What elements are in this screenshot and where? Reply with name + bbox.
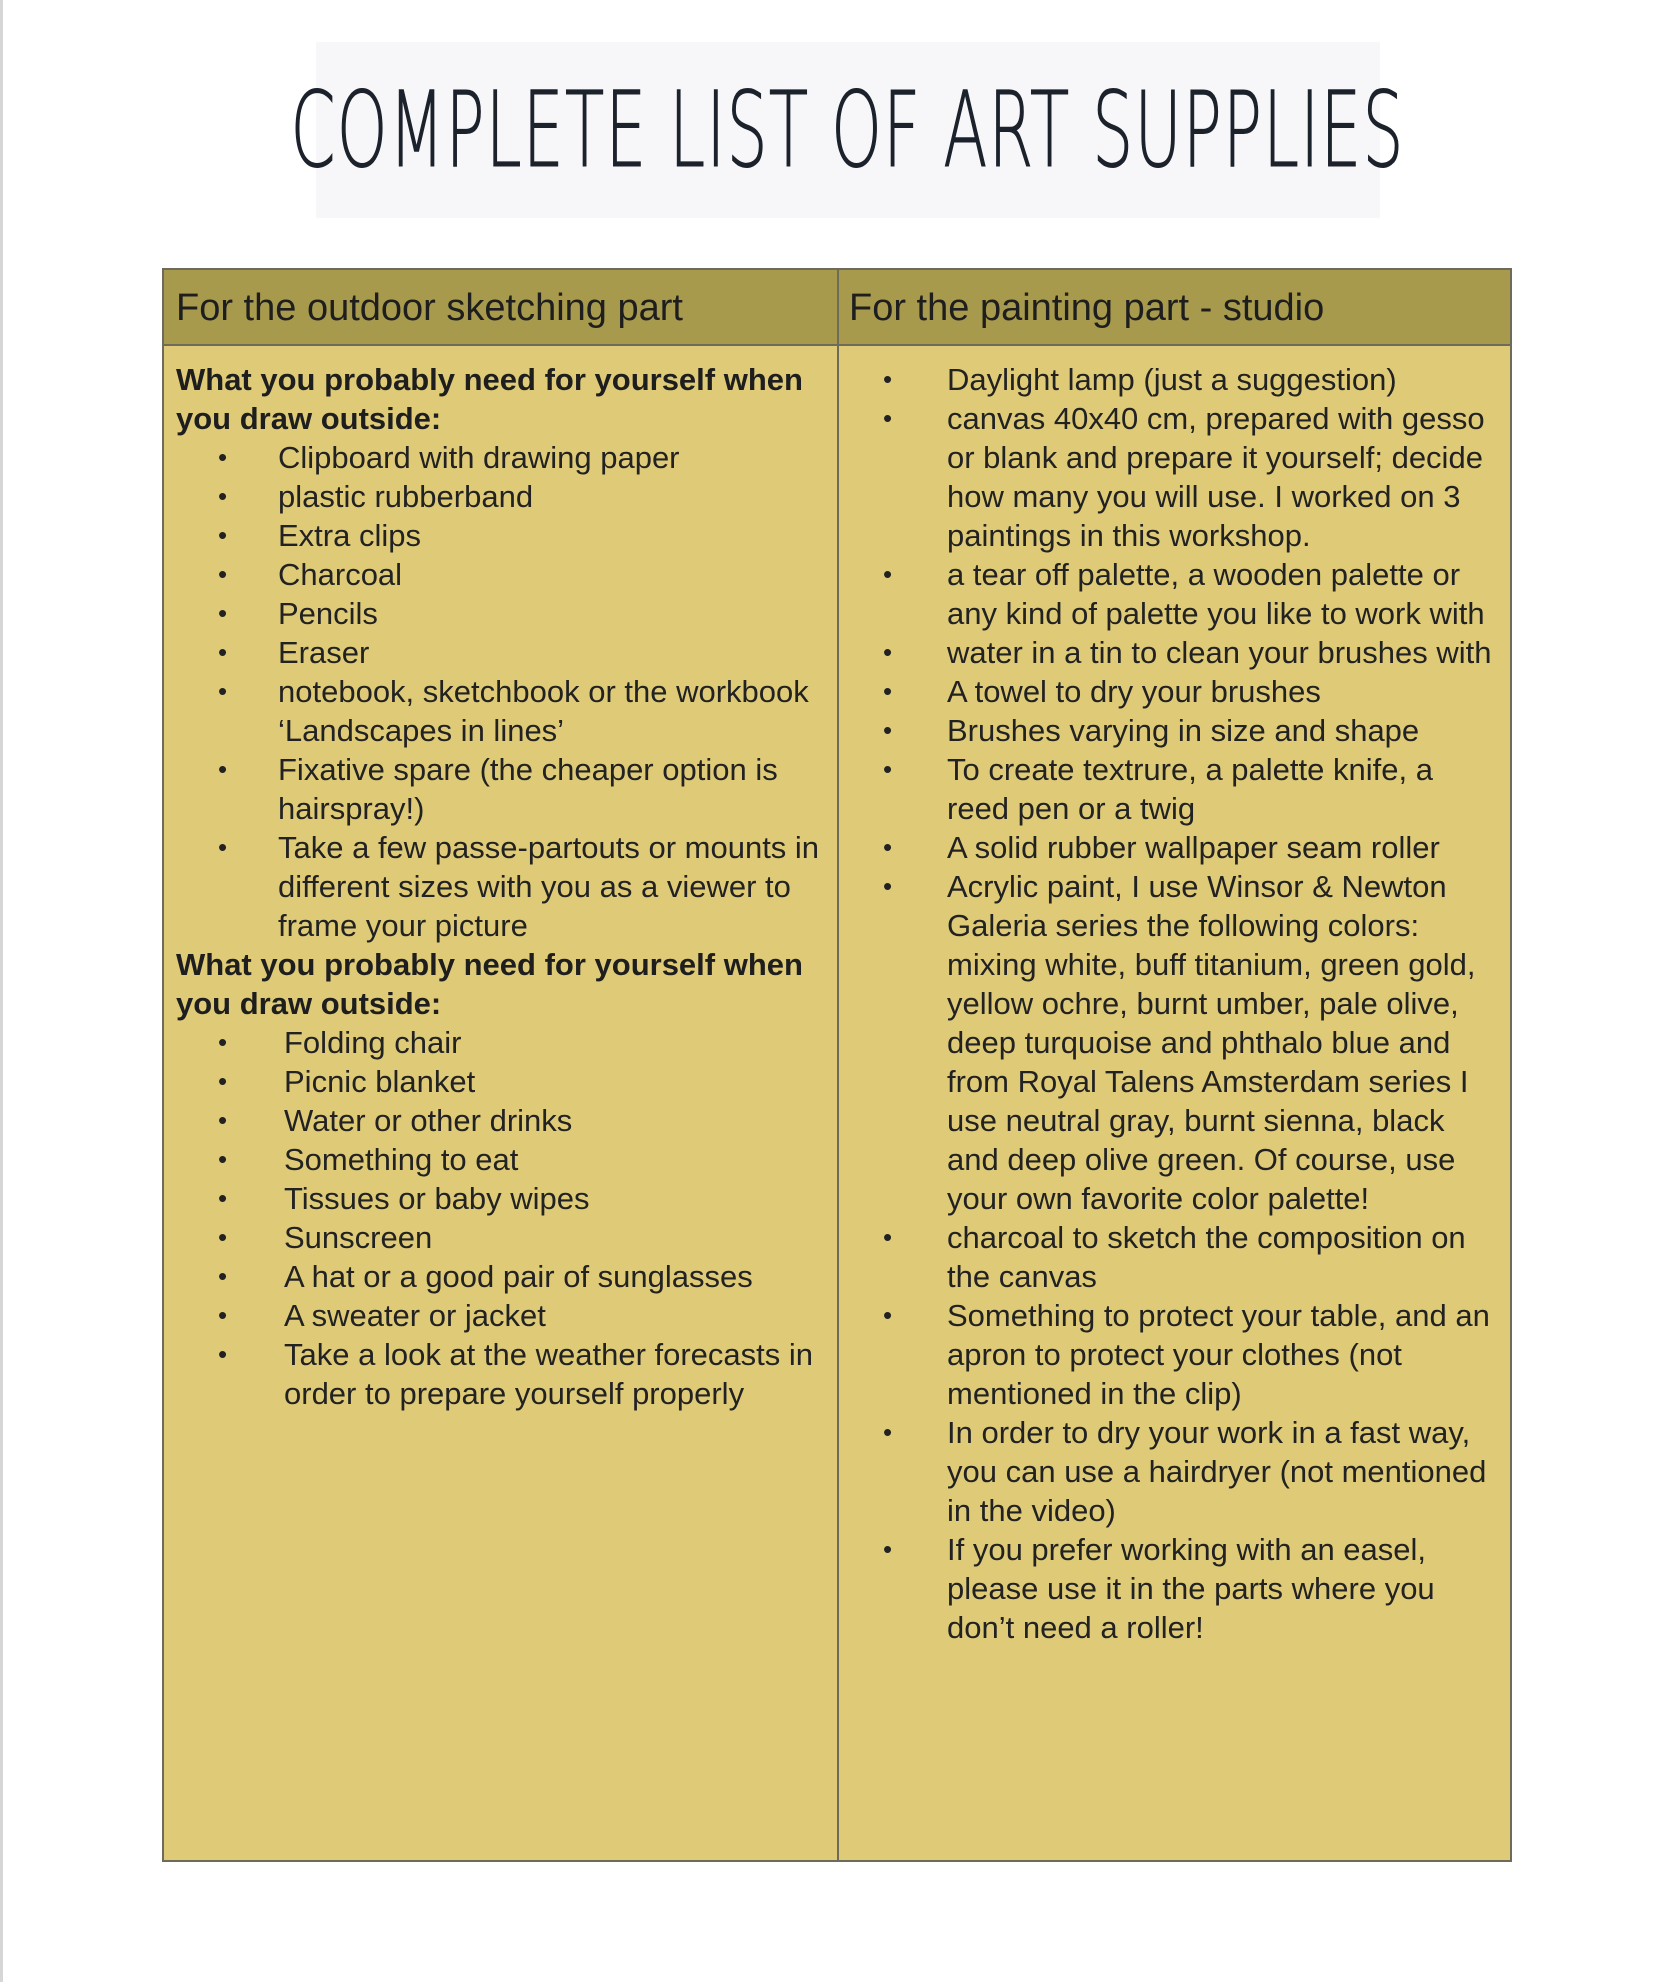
list-item: • In order to dry your work in a fast way, you can use a hairdryer (not mentioned in the video) — [883, 1415, 1487, 1528]
list-item: • Brushes varying in size and shape — [883, 713, 1420, 748]
list-item: • Water or other drinks — [218, 1103, 573, 1138]
list-item: • Take a look at the weather forecasts in order to prepare yourself properly — [218, 1337, 814, 1411]
list-item: • To create textrure, a palette knife, a reed pen or a twig — [883, 752, 1433, 826]
list-item: • Picnic blanket — [218, 1064, 476, 1099]
list-item: • charcoal to sketch the composition on the canvas — [883, 1220, 1466, 1294]
header-outdoor-sketching: For the outdoor sketching part — [164, 270, 837, 346]
list-item: • Charcoal — [218, 557, 403, 592]
list-item: • water in a tin to clean your brushes with — [883, 635, 1492, 670]
list-item: • Daylight lamp (just a suggestion) — [883, 362, 1397, 397]
list-item: • A solid rubber wallpaper seam roller — [883, 830, 1440, 865]
section-heading-comfort-supplies: What you probably need for yourself when you draw outside: — [176, 947, 803, 1021]
painting-supplies-list — [839, 360, 1502, 1647]
list-item: • Eraser — [218, 635, 370, 670]
list-item: • canvas 40x40 cm, prepared with gesso or blank and prepare it yourself; decide how many you will use. I worked on 3 paintings in this workshop. — [883, 401, 1485, 553]
list-item: • A towel to dry your brushes — [883, 674, 1321, 709]
section-heading-drawing-supplies: What you probably need for yourself when you draw outside: — [176, 362, 803, 436]
list-item: • Something to protect your table, and an apron to protect your clothes (not mentioned in the clip) — [883, 1298, 1490, 1411]
list-item: • Tissues or baby wipes — [218, 1181, 590, 1216]
list-item: • Sunscreen — [218, 1220, 433, 1255]
title-banner — [290, 42, 1406, 218]
list-item: • Fixative spare (the cheaper option is hairspray!) — [218, 752, 778, 826]
list-item: • a tear off palette, a wooden palette or any kind of palette you like to work with — [883, 557, 1485, 631]
list-item: • notebook, sketchbook or the workbook ‘Landscapes in lines’ — [218, 674, 809, 748]
list-item: • A sweater or jacket — [218, 1298, 546, 1333]
header-painting-studio: For the painting part - studio — [837, 270, 1510, 346]
list-item: • If you prefer working with an easel, please use it in the parts where you don’t need a roller! — [883, 1532, 1435, 1645]
list-item: • plastic rubberband — [218, 479, 534, 514]
supplies-table — [162, 268, 1512, 1862]
page-title: COMPLETE LIST OF ART SUPPLIES — [290, 69, 1406, 191]
list-item: • Something to eat — [218, 1142, 519, 1177]
page-edge — [0, 0, 3, 1982]
painting-studio-cell — [839, 346, 1512, 1647]
list-item: • Folding chair — [218, 1025, 462, 1060]
list-item: • A hat or a good pair of sunglasses — [218, 1259, 753, 1294]
list-item: • Take a few passe-partouts or mounts in different sizes with you as a viewer to frame your picture — [218, 830, 820, 943]
list-item: • Extra clips — [218, 518, 421, 553]
drawing-supplies-list — [176, 438, 825, 945]
comfort-supplies-list — [176, 1023, 825, 1413]
list-item: • Clipboard with drawing paper — [218, 440, 680, 475]
list-item: • Acrylic paint, I use Winsor & Newton Galeria series the following colors: mixing white, buff titanium, green gold, yellow ochre, burnt umber, pale olive, deep turquoise and phthalo blue and from Royal Talens Amsterdam series I use neutral gray, burnt sienna, black and deep olive green. Of course, use your own favorite color palette! — [883, 869, 1476, 1216]
list-item: • Pencils — [218, 596, 378, 631]
outdoor-sketching-cell — [164, 346, 837, 1413]
